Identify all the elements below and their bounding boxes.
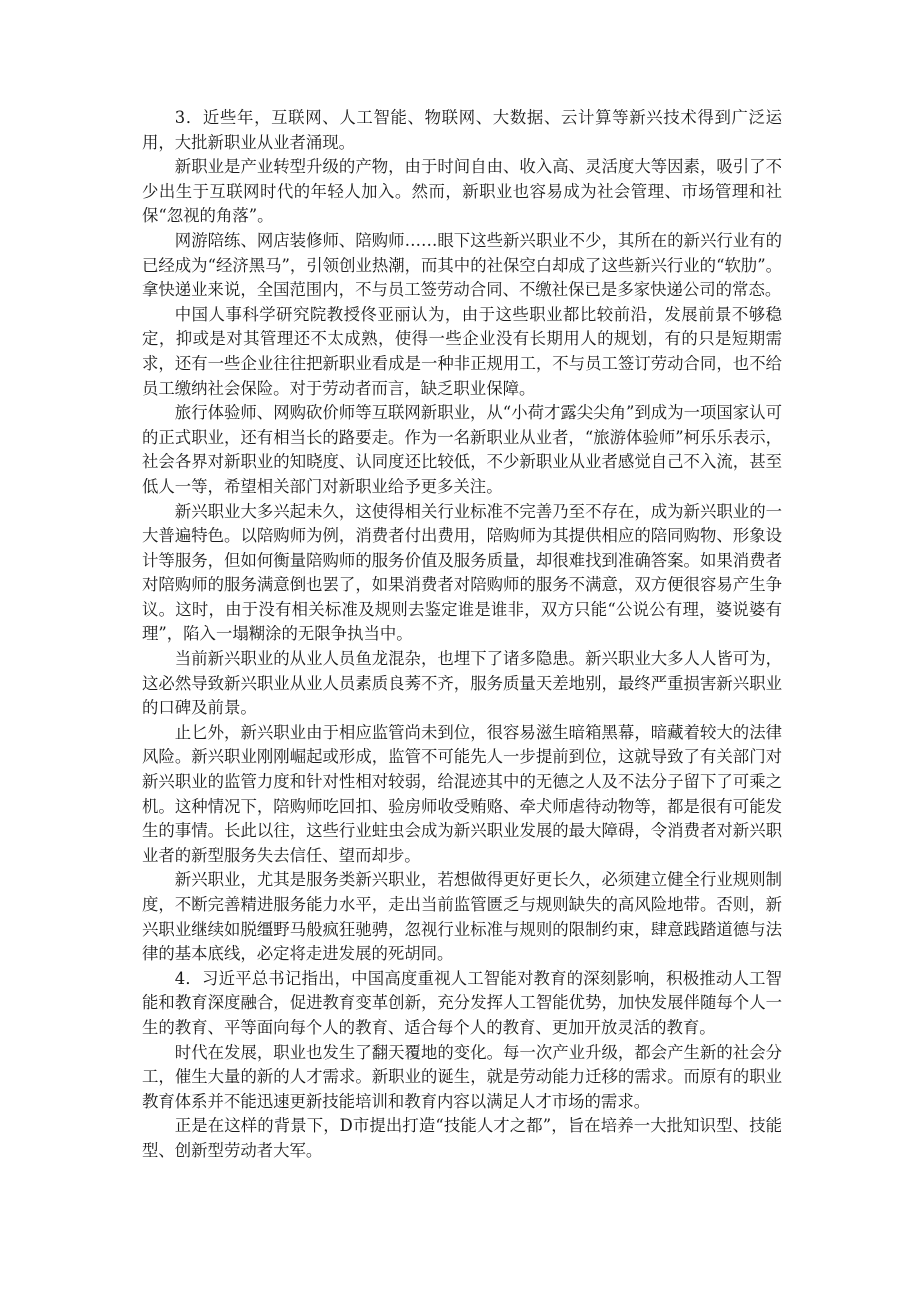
paragraph: 4．习近平总书记指出，中国高度重视人工智能对教育的深刻影响，积极推动人工智能和教育深度融合，促进教育变革创新，充分发挥人工智能优势，加快发展伴随每个人一生的教育、平等面向每个人的教育、适合每个人的教育、更加开放灵活的教育。 [142, 968, 782, 1037]
document-body [142, 106, 782, 1164]
paragraph: 时代在发展，职业也发生了翻天覆地的变化。每一次产业升级，都会产生新的社会分工，催生大量的新的人才需求。新职业的诞生，就是劳动能力迁移的需求。而原有的职业教育体系并不能迅速更新技能培训和教育内容以满足人才市场的需求。 [142, 1042, 782, 1111]
paragraph: 正是在这样的背景下，D市提出打造“技能人才之都”，旨在培养一大批知识型、技能型、创新型劳动者大军。 [142, 1116, 782, 1160]
paragraph: 新兴职业，尤其是服务类新兴职业，若想做得更好更长久，必须建立健全行业规则制度，不断完善精进服务能力水平，走出当前监管匮乏与规则缺失的高风险地带。否则，新兴职业继续如脱缰野马般疯狂驰骋，忽视行业标准与规则的限制约束，肆意践踏道德与法律的基本底线，必定将走进发展的死胡同。 [142, 870, 782, 964]
paragraph: 旅行体验师、网购砍价师等互联网新职业，从“小荷才露尖尖角”到成为一项国家认可的正式职业，还有相当长的路要走。作为一名新职业从业者，“旅游体验师”柯乐乐表示，社会各界对新职业的知晓度、认同度还比较低，不少新职业从业者感觉自己不入流，甚至低人一等，希望相关部门对新职业给予更多关注。 [142, 403, 782, 496]
paragraph: 3．近些年，互联网、人工智能、物联网、大数据、云计算等新兴技术得到广泛运用，大批新职业从业者涌现。 [142, 108, 782, 152]
paragraph: 新职业是产业转型升级的产物，由于时间自由、收入高、灵活度大等因素，吸引了不少出生于互联网时代的年轻人加入。然而，新职业也容易成为社会管理、市场管理和社保“忽视的角落”。 [142, 157, 782, 226]
paragraph: 网游陪练、网店装修师、陪购师……眼下这些新兴职业不少，其所在的新兴行业有的已经成为“经济黑马”，引领创业热潮，而其中的社保空白却成了这些新兴行业的“软肋”。拿快递业来说，全国范围内，不与员工签劳动合同、不缴社保已是多家快递公司的常态。 [142, 230, 782, 300]
paragraph: 止匕外，新兴职业由于相应监管尚未到位，很容易滋生暗箱黑幕，暗藏着较大的法律风险。新兴职业刚刚崛起或形成，监管不可能先人一步提前到位，这就导致了有关部门对新兴职业的监管力度和针对性相对较弱，给混迹其中的无德之人及不法分子留下了可乘之机。这种情况下，陪购师吃回扣、验房师收受贿赂、牵犬师虐待动物等，都是很有可能发生的事情。长此以往，这些行业蛀虫会成为新兴职业发展的最大障碍，令消费者对新兴职业者的新型服务失去信任、望而却步。 [142, 722, 782, 865]
paragraph: 新兴职业大多兴起未久，这使得相关行业标准不完善乃至不存在，成为新兴职业的一大普遍特色。以陪购师为例，消费者付出费用，陪购师为其提供相应的陪同购物、形象设计等服务，但如何衡量陪购师的服务价值及服务质量，却很难找到准确答案。如果消费者对陪购师的服务满意倒也罢了，如果消费者对陪购师的服务不满意，双方便很容易产生争议。这时，由于没有相关标准及规则去鉴定谁是谁非，双方只能“公说公有理，婆说婆有理”，陷入一塌糊涂的无限争执当中。 [142, 501, 782, 644]
paragraph: 当前新兴职业的从业人员鱼龙混杂，也埋下了诸多隐患。新兴职业大多人人皆可为，这必然导致新兴职业从业人员素质良莠不齐，服务质量天差地别，最终严重损害新兴职业的口碑及前景。 [142, 649, 782, 718]
paragraph: 中国人事科学研究院教授佟亚丽认为，由于这些职业都比较前沿，发展前景不够稳定，抑或是对其管理还不太成熟，使得一些企业没有长期用人的规划，有的只是短期需求，还有一些企业往往把新职业看成是一种非正规用工，不与员工签订劳动合同，也不给员工缴纳社会保险。对于劳动者而言，缺乏职业保障。 [142, 304, 782, 398]
